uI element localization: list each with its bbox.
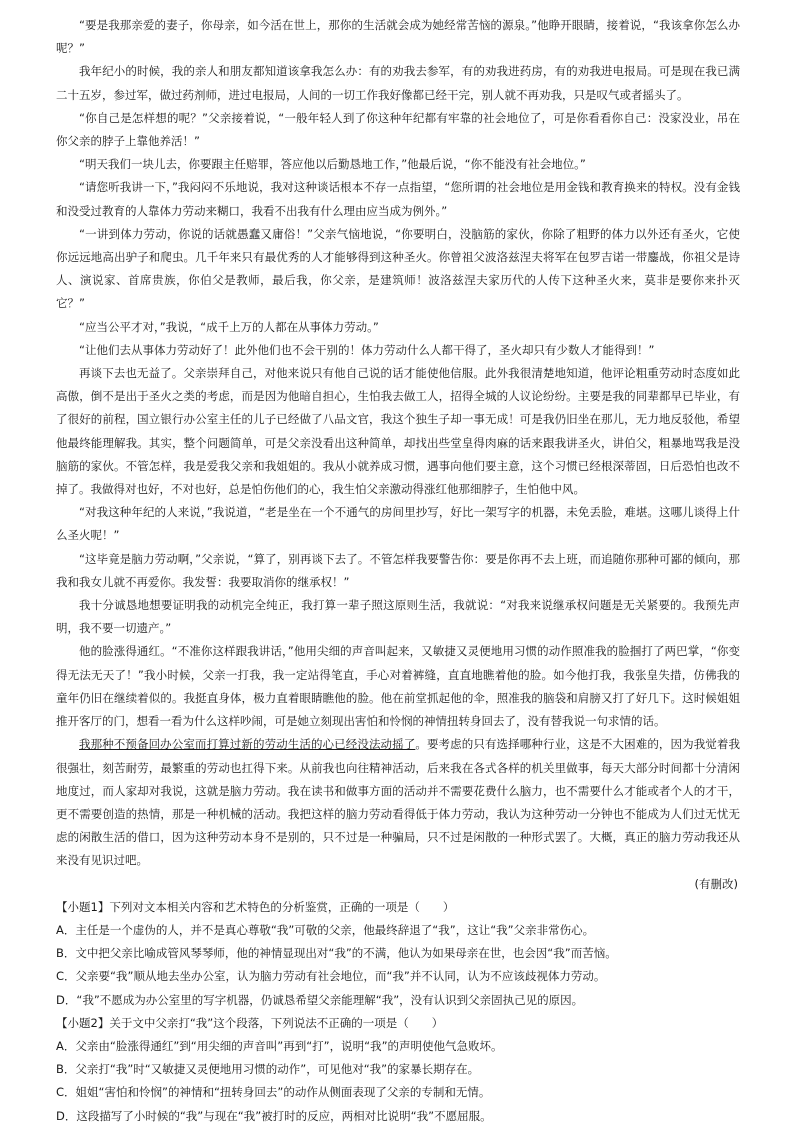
paragraph-10: “对我这种年纪的人来说，”我说道，“老是坐在一个不通气的房间里抄写，好比一架写字的机器，未免丢脸，难堪。这哪儿谈得上什么圣火呢！” bbox=[56, 505, 740, 543]
paragraph-1: “要是我那亲爱的妻子，你母亲，如今活在世上，那你的生活就会成为她经常苦恼的源泉。”他睁开眼睛，接着说，“我该拿你怎么办呢？” bbox=[56, 18, 740, 56]
passage bbox=[56, 14, 740, 896]
paragraph-14-rest: 。要考虑的只有选择哪种行业，这是不大困难的，因为我觉着我很强壮，刻苦耐劳，最繁重的劳动也扛得下来。从前我也向往精神活动，后来我在各式各样的机关里做事，每天大部分时间都十分清闲地度过，而人家却对我说，这就是脑力劳动。我在读书和做事方面的活动并不需要花费什么脑力，也不需要什么才能或者个人的才干，更不需要创造的热情，那是一种机械的活动。我把这样的脑力劳动看得低于体力劳动，我认为这种劳动一分钟也不能成为人们过无忧无虑的闲散生活的借口，因为这种劳动本身不是别的，只不过是一种骗局，只不过是闲散的一种形式罢了。大概，真正的脑力劳动我还从来没有见识过吧。 bbox=[56, 737, 741, 868]
question-stem: 【小题1】下列对文本相关内容和艺术特色的分析鉴赏，正确的一项是（ ） bbox=[56, 899, 455, 914]
paragraph-5: “请您听我讲一下，”我闷闷不乐地说，我对这种谈话根本不存一点指望，“您所谓的社会地位是用金钱和教育换来的特权。没有金钱和没受过教育的人靠体力劳动来糊口，我看不出我有什么理由应当成为例外。” bbox=[56, 180, 740, 218]
paragraph-7: “应当公平才对，”我说，“成千上万的人都在从事体力劳动。” bbox=[79, 319, 379, 334]
option-c: C．父亲要“我”顺从地去坐办公室，认为脑力劳动有社会地位，而“我”并不认同，认为不应该歧视体力劳动。 bbox=[56, 969, 606, 984]
underlined-sentence: 我那种不预备回办公室而打算过新的劳动生活的心已经没法动摇了 bbox=[79, 737, 416, 752]
paragraph-4: “明天我们一块儿去，你要跟主任赔罪，答应他以后勤恳地工作，”他最后说，“你不能没有社会地位。” bbox=[79, 157, 586, 172]
paragraph-3: “你自己是怎样想的呢？”父亲接着说，“一般年轻人到了你这种年纪都有牢靠的社会地位了，可是你看看你自己：没家没业，吊在你父亲的脖子上靠他养活！” bbox=[56, 110, 740, 149]
option-a: A．父亲由“脸涨得通红”到“用尖细的声音叫”再到“打”，说明“我”的声明使他气急败坏。 bbox=[56, 1038, 503, 1053]
option-a: A．主任是一个虚伪的人，并不是真心尊敬“我”可敬的父亲，他最终辞退了“我”，这让“我”父亲非常伤心。 bbox=[56, 922, 595, 937]
source-note: (有删改) bbox=[694, 876, 738, 891]
paragraph-2: 我年纪小的时候，我的亲人和朋友都知道该拿我怎么办：有的劝我去参军，有的劝我进药房，有的劝我进电报局。可是现在我已满二十五岁，参过军，做过药剂师，进过电报局，人间的一切工作我好像都已经干完，别人就不再劝我，只是叹气或者摇头了。 bbox=[56, 64, 740, 102]
option-c: C．姐姐“害怕和怜悯”的神情和“扭转身回去”的动作从侧面表现了父亲的专制和无情。 bbox=[56, 1085, 491, 1100]
paragraph-14 bbox=[56, 733, 740, 872]
question-2 bbox=[56, 1012, 740, 1128]
paragraph-9: 再谈下去也无益了。父亲崇拜自己，对他来说只有他自己说的话才能使他信服。此外我很清楚地知道，他评论粗重劳动时态度如此高傲，倒不是出于圣火之类的考虑，而是因为他暗自担心，生怕我去做工人，招得全城的人议论纷纷。主要是我的同辈都早已毕业，有了很好的前程，国立银行办公室主任的儿子已经做了八品文官，我这个独生子却一事无成！可是我仍旧坐在那儿，无力地反驳他，希望他最终能理解我。其实，整个问题简单，可是父亲没看出这种简单，却找出些堂皇得肉麻的话来跟我讲圣火，讲伯父，粗暴地骂我是没脑筋的家伙。不管怎样，我是爱我父亲和我姐姐的。我从小就养成习惯，遇事向他们要主意，这个习惯已经根深蒂固，日后恐怕也改不掉了。我做得对也好，不对也好，总是怕伤他们的心，我生怕父亲激动得涨红他那细脖子，生怕他中风。 bbox=[56, 366, 740, 497]
paragraph-6: “一讲到体力劳动，你说的话就愚蠢又庸俗！”父亲气恼地说，“你要明白，没脑筋的家伙，你除了粗野的体力以外还有圣火，它使你远远地高出驴子和爬虫。几千年来只有最优秀的人才能够得到这种圣火。你曾祖父波洛兹涅夫将军在包罗吉诺一带鏖战，你祖父是诗人、演说家、首席贵族，你伯父是教师，最后我，你父亲，是建筑师！波洛兹涅夫家历代的人传下这种圣火来，莫非是要你来扑灭它？” bbox=[56, 226, 740, 311]
paragraph-8: “让他们去从事体力劳动好了！此外他们也不会干别的！体力劳动什么人都干得了，圣火却只有少数人才能得到！” bbox=[79, 342, 655, 357]
question-stem: 【小题2】关于文中父亲打“我”这个段落，下列说法不正确的一项是（ ） bbox=[56, 1015, 444, 1030]
option-b: B．父亲打“我”时“又敏捷又灵便地用习惯的动作”，可见他对“我”的家暴长期存在。 bbox=[56, 1062, 480, 1077]
question-1 bbox=[56, 896, 740, 1012]
paragraph-12: 我十分诚恳地想要证明我的动机完全纯正，我打算一辈子照这原则生活，我就说：“对我来说继承权问题是无关紧要的。我预先声明，我不要一切遗产。” bbox=[56, 598, 740, 636]
option-d: D．“我”不愿成为办公室里的写字机器，仍诚恳希望父亲能理解“我”，没有认识到父亲固执己见的原因。 bbox=[56, 992, 584, 1007]
document-page bbox=[56, 14, 740, 1128]
paragraph-13: 他的脸涨得通红。“不准你这样跟我讲话，”他用尖细的声音叫起来，又敏捷又灵便地用习惯的动作照准我的脸掴打了两巴掌，“你变得无法无天了！”我小时候，父亲一打我，我一定站得笔直，手心对着裤缝，直直地瞧着他的脸。如今他打我，我张皇失措，仿佛我的童年仍旧在继续着似的。我挺直身体，极力直着眼睛瞧他的脸。他在前堂抓起他的伞，照准我的脑袋和肩膀又打了好几下。这时候姐姐推开客厅的门，想看一看为什么这样吵闹，可是她立刻现出害怕和怜悯的神情扭转身回去了，没有替我说一句求情的话。 bbox=[56, 644, 740, 729]
option-b: B．文中把父亲比喻成管风琴琴师，他的神情显现出对“我”的不满，他认为如果母亲在世，也会因“我”而苦恼。 bbox=[56, 946, 617, 961]
paragraph-11: “这毕竟是脑力劳动啊，”父亲说，“算了，别再谈下去了。不管怎样我要警告你：要是你再不去上班，而追随你那种可鄙的倾向，那我和我女儿就不再爱你。我发誓：我要取消你的继承权！” bbox=[56, 551, 740, 589]
option-d: D．这段描写了小时候的“我”与现在“我”被打时的反应，两相对比说明“我”不愿屈服。 bbox=[56, 1108, 492, 1123]
